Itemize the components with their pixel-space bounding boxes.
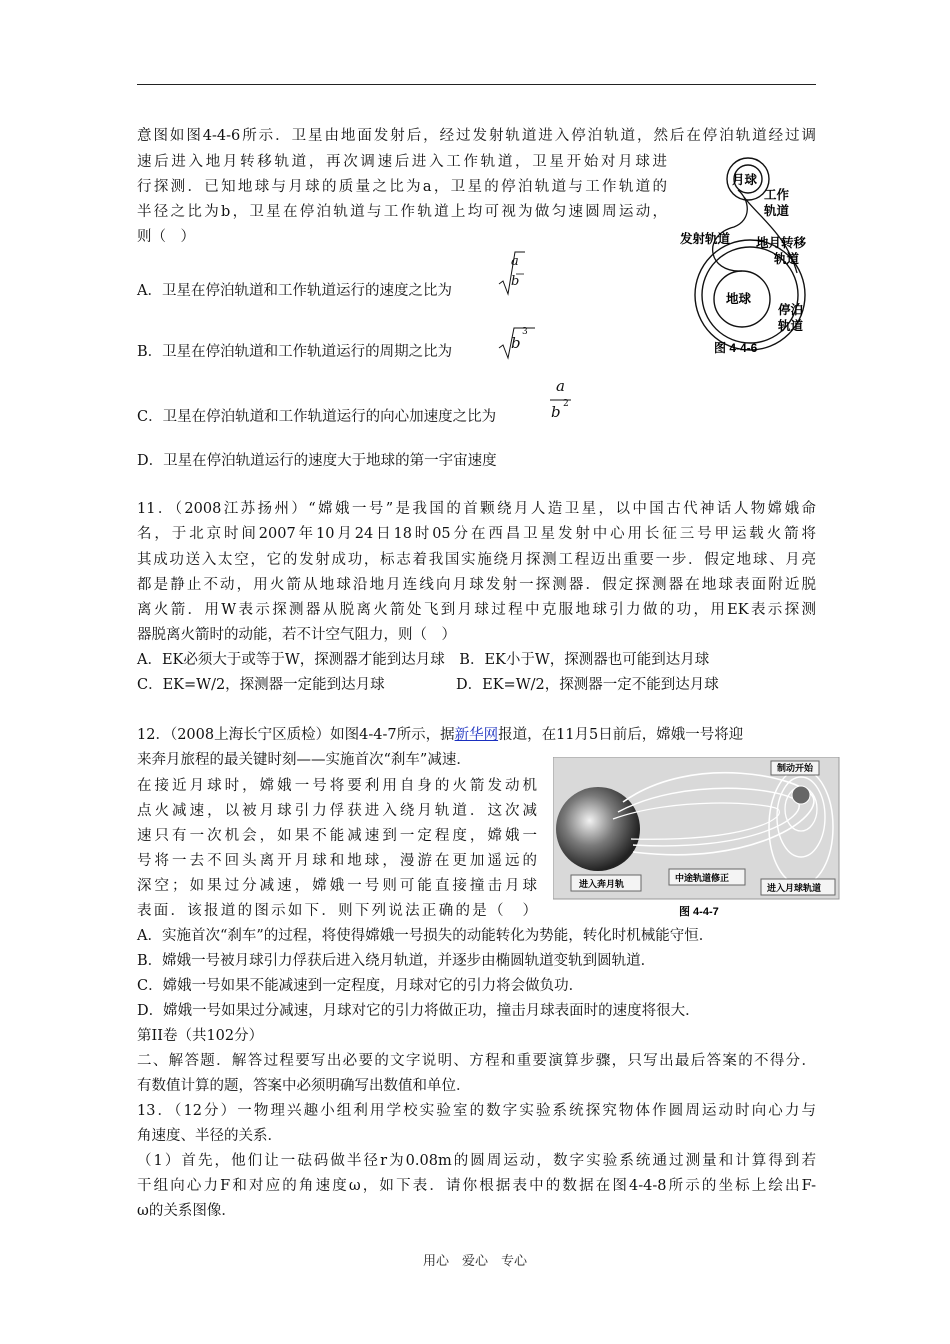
q11-line-1: 11．（2008江苏扬州）“嫦娥一号”是我国的首颗绕月人造卫星，以中国古代神话人物嫦娥命 [137, 501, 816, 517]
figure-4-4-7-caption: 图 4-4-7 [679, 906, 719, 918]
fraction-bar [549, 398, 573, 402]
q13-line-5: ω的关系图像． [137, 1203, 236, 1219]
q12-line-7: 深空；如果过分减速，嫦娥一号则可能直接撞击月球 [137, 878, 537, 894]
part-2-instructions-2: 有数值计算的题，答案中必须明确写出数值和单位． [137, 1078, 471, 1094]
figure-4-4-6 [672, 155, 822, 360]
q11-line-3: 其成功送入太空，它的发射成功，标志着我国实施绕月探测工程迈出重要一步．假定地球、月亮 [137, 552, 816, 568]
q12-option-c: C．嫦娥一号如果不能减速到一定程度，月球对它的引力将会做负功． [137, 978, 584, 994]
q13-line-2: 角速度、半径的关系． [137, 1128, 282, 1144]
work-orbit-label-2: 轨道 [764, 204, 790, 218]
q10-option-d: D．卫星在停泊轨道运行的速度大于地球的第一宇宙速度 [137, 453, 497, 469]
q10-c-numerator: a [556, 377, 565, 395]
part-2-title: 第II卷（共102分） [137, 1028, 264, 1044]
figure-4-4-6-caption: 图 4-4-6 [714, 341, 758, 355]
q12-option-d: D．嫦娥一号如果过分减速，月球对它的引力将做正功，撞击月球表面时的速度将很大． [137, 1003, 700, 1019]
q11-options-ab: A．EK必须大于或等于W，探测器才能到达月球 B．EK小于W，探测器也可能到达月球 [137, 652, 710, 668]
parking-orbit-label-1: 停泊 [778, 303, 804, 317]
brake-start-label: 制动开始 [777, 763, 814, 773]
q10-line-1: 意图如图4-4-6所示．卫星由地面发射后，经过发射轨道进入停泊轨道，然后在停泊轨道经过调 [137, 128, 816, 144]
q10-option-c: C．卫星在停泊轨道和工作轨道运行的向心加速度之比为 [137, 409, 497, 425]
q13-line-4: 干组向心力F和对应的角速度ω，如下表．请你根据表中的数据在图4-4-8所示的坐标上绘出F- [137, 1178, 816, 1194]
q10-c-denominator: b [551, 403, 561, 421]
transfer-orbit-label-1: 地月转移 [756, 236, 807, 250]
q12-line-1 [137, 725, 816, 745]
xinhua-link[interactable]: 新华网 [454, 727, 499, 743]
figure-4-4-7 [553, 757, 843, 919]
q12-line-3: 在接近月球时，嫦娥一号将要利用自身的火箭发动机 [137, 778, 537, 794]
moon-label: 月球 [732, 173, 758, 187]
enter-moon-transfer-label: 进入奔月轨 [579, 879, 625, 889]
q12-line-8: 表面．该报道的图示如下．则下列说法正确的是（ ） [137, 903, 537, 919]
q13-line-1: 13．（12分）一物理兴趣小组利用学校实验室的数字实验系统探究物体作圆周运动时向心力与 [137, 1103, 816, 1119]
q12-line-4: 点火减速，以被月球引力俘获进入绕月轨道．这次减 [137, 803, 537, 819]
q12-line-1-b: 报道，在11月5日前后，嫦娥一号将迎 [498, 727, 744, 743]
q12-line-6: 号将一去不回头离开月球和地球，漫游在更加遥远的 [137, 853, 537, 869]
q10-line-4: 半径之比为b，卫星在停泊轨道与工作轨道上均可视为做匀速圆周运动， [137, 204, 667, 220]
q10-b-radicand: b [511, 334, 521, 352]
parking-orbit-label-2: 轨道 [778, 319, 804, 333]
q11-option-c: C．EK=W/2，探测器一定能到达月球 [137, 677, 385, 693]
q10-line-2: 速后进入地月转移轨道，再次调速后进入工作轨道，卫星开始对月球进 [137, 154, 667, 170]
transfer-orbit-label-2: 轨道 [774, 252, 800, 266]
q12-line-1-a: 12．（2008上海长宁区质检）如图4-4-7所示，据 [137, 727, 455, 743]
q12-line-2: 来奔月旅程的最关键时刻——实施首次“刹车”减速． [137, 752, 471, 768]
q10-a-numerator: a [511, 254, 519, 269]
earth-label: 地球 [726, 292, 752, 306]
q11-line-6: 器脱离火箭时的动能，若不计空气阻力，则（ ） [137, 627, 456, 643]
q10-option-a: A．卫星在停泊轨道和工作轨道运行的速度之比为 [137, 283, 452, 299]
page-footer: 用心 爱心 专心 [422, 1254, 527, 1269]
q10-option-b: B．卫星在停泊轨道和工作轨道运行的周期之比为 [137, 344, 453, 360]
q11-option-d: D．EK=W/2，探测器一定不能到达月球 [456, 677, 719, 693]
part-2-instructions-1: 二、解答题．解答过程要写出必要的文字说明、方程和重要演算步骤，只写出最后答案的不得分． [137, 1053, 816, 1069]
q10-b-exponent: 3 [522, 327, 528, 337]
q11-line-4: 都是静止不动，用火箭从地球沿地月连线向月球发射一探测器．假定探测器在地球表面附近脱 [137, 577, 816, 593]
moon-image [792, 786, 810, 804]
q12-option-b: B．嫦娥一号被月球引力俘获后进入绕月轨道，并逐步由椭圆轨道变轨到圆轨道． [137, 953, 656, 969]
q10-c-exponent: 2 [563, 399, 569, 409]
header-rule [137, 84, 816, 85]
q10-a-denominator: b [511, 274, 520, 289]
q10-line-5: 则（ ） [137, 229, 195, 245]
q12-line-5: 速只有一次机会，如果不能减速到一定程度，嫦娥一 [137, 828, 537, 844]
launch-orbit-label: 发射轨道 [680, 232, 731, 246]
q10-line-3: 行探测．已知地球与月球的质量之比为a，卫星的停泊轨道与工作轨道的 [137, 179, 667, 195]
mid-course-correction-label: 中途轨道修正 [675, 873, 730, 883]
work-orbit-label-1: 工作 [764, 188, 790, 202]
q11-line-5: 离火箭．用W表示探测器从脱离火箭处飞到月球过程中克服地球引力做的功，用EK表示探测 [137, 602, 816, 618]
enter-lunar-orbit-label: 进入月球轨道 [767, 883, 822, 893]
q11-line-2: 名，于北京时间2007年10月24日18时05分在西昌卫星发射中心用长征三号甲运载火箭将 [137, 526, 816, 542]
q13-line-3: （1）首先，他们让一砝码做半径r为0.08m的圆周运动，数字实验系统通过测量和计算得到若 [137, 1153, 816, 1169]
q12-option-a: A．实施首次“刹车”的过程，将使得嫦娥一号损失的动能转化为势能，转化时机械能守恒． [137, 928, 714, 944]
